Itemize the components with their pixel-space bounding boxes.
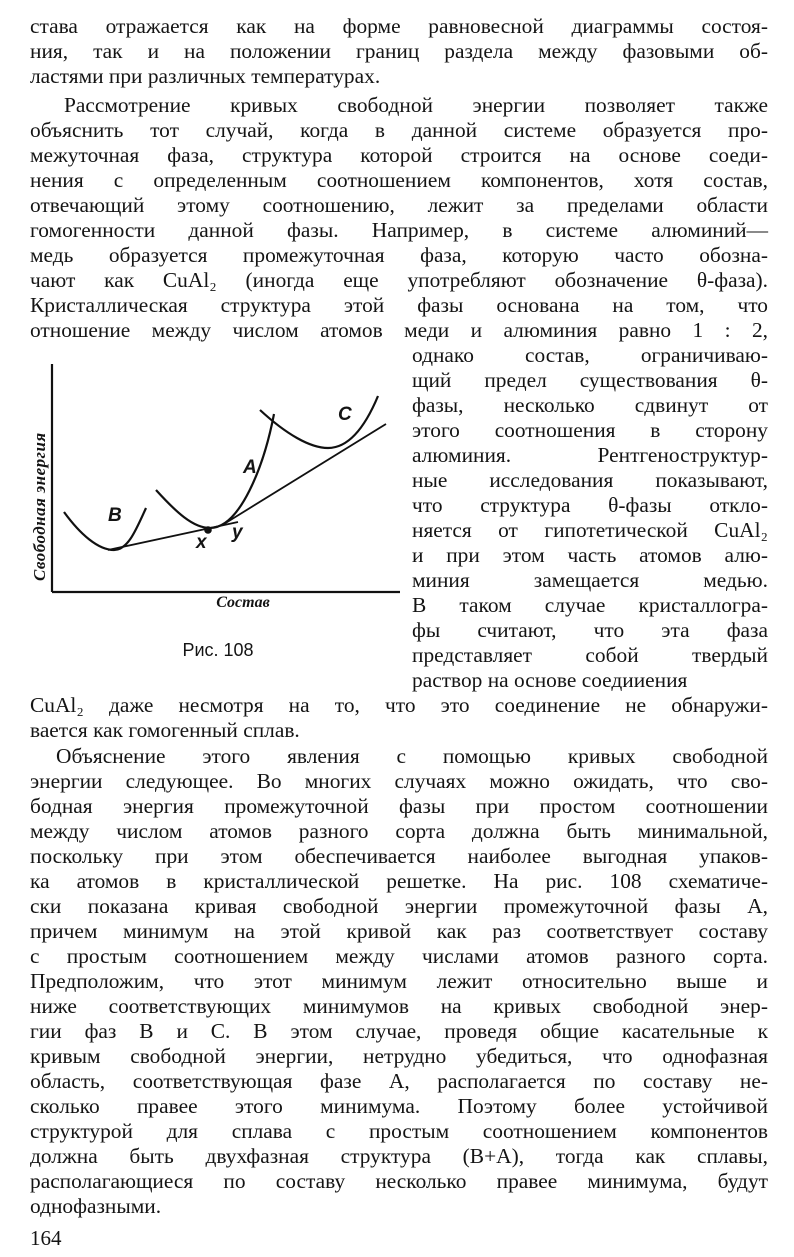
text-line: вается как гомогенный сплав. [30,718,300,742]
curve-label-a: A [243,457,257,478]
text-line: отвечающий этому соотношению, лежит за пределами области [30,193,768,217]
text-line: отношение между числом атомов меди и алюминия равно 1 : 2, [30,318,768,342]
text-line: щий предел существования θ- [412,368,768,392]
x-axis-label: Состав [216,594,270,611]
text-line: однофазными. [30,1194,162,1218]
text-line: миния замещается медью. [412,568,768,592]
text-line: объяснить тот случай, когда в данной системе образуется про- [30,118,768,142]
curve-label-c: C [338,404,352,425]
text-line: поскольку при этом обеспечивается наиболее выгодная упаков- [30,844,768,868]
figure-caption: Рис. 108 [182,640,254,660]
text-line: гии фаз B и C. В этом случае, проведя общие касательные к [30,1019,768,1043]
text-line: что структура θ-фазы откло- [412,493,768,517]
text-line: фы считают, что эта фаза [412,618,768,642]
text-line: энергии следующее. Во многих случаях можно ожидать, что сво- [30,769,768,793]
text-line: раствор на основе соедииения [412,668,688,692]
y-axis-label: Свободная энергия [30,432,49,582]
text-line: Рассмотрение кривых свободной энергии позволяет также [64,93,768,117]
text-line: и при этом часть атомов алю- [412,543,768,567]
text-line: структурой для сплава с простым соотношением компонентов [30,1119,768,1143]
text-line: располагающиеся по составу несколько правее минимума, будут [30,1169,768,1193]
text-line: ски показана кривая свободной энергии промежуточной фазы A, [30,894,768,918]
text-line: ластями при различных температурах. [30,64,381,88]
text-line: кривым свободной энергии, нетрудно убедиться, что однофазная [30,1044,768,1068]
figure-108 [28,362,408,672]
text-line: няется от гипотетической CuAl₂ [412,518,768,542]
page-number: 164 [30,1226,62,1250]
text-line: медь образуется промежуточная фаза, которую часто обозна- [30,243,768,267]
text-line: ния, так и на положении границ раздела между фазовыми об- [30,39,768,63]
text-line: Предположим, что этот минимум лежит относительно выше и [30,969,768,993]
curve-label-b: B [108,505,122,526]
text-line: с простым соотношением между числами атомов разного сорта. [30,944,768,968]
text-line: представляет собой твердый [412,643,768,667]
free-energy-diagram [28,362,408,602]
text-line: этого соотношения в сторону [412,418,768,442]
text-line: ка атомов в кристаллической решетке. На рис. 108 схематиче- [30,869,768,893]
tangent-b-a [108,522,238,550]
text-line: Объяснение этого явления с помощью кривых свободной [56,744,768,768]
text-line: чают как CuAl₂ (иногда еще употребляют обозначение θ-фаза). [30,268,768,292]
text-line: гомогенности данной фазы. Например, в системе алюминий— [30,218,768,242]
text-line: между числом атомов разного сорта должна быть минимальной, [30,819,768,843]
text-line: ниже соответствующих минимумов на кривых свободной энер- [30,994,768,1018]
text-line: область, соответствующая фазе A, располагается по составу не- [30,1069,768,1093]
text-line: става отражается как на форме равновесной диаграммы состоя- [30,14,768,38]
text-line: CuAl₂ даже несмотря на то, что это соединение не обнаружи- [30,693,768,717]
text-line: ные исследования показывают, [412,468,768,492]
text-line: алюминия. Рентгеноструктур- [412,443,768,467]
text-line: сколько правее этого минимума. Поэтому более устойчивой [30,1094,768,1118]
text-line: В таком случае кристаллогра- [412,593,768,617]
point-label-y: y [232,522,243,543]
point-label-x: x [196,532,207,553]
text-line: причем минимум на этой кривой как раз соответствует составу [30,919,768,943]
text-line: Кристаллическая структура этой фазы основана на том, что [30,293,768,317]
text-line: должна быть двухфазная структура (B+A), тогда как сплавы, [30,1144,768,1168]
text-line: нения с определенным соотношением компонентов, хотя состав, [30,168,768,192]
text-line: бодная энергия промежуточной фазы при простом соотношении [30,794,768,818]
text-line: однако состав, ограничиваю- [412,343,768,367]
text-line: фазы, несколько сдвинут от [412,393,768,417]
text-line: межуточная фаза, структура которой строится на основе соеди- [30,143,768,167]
